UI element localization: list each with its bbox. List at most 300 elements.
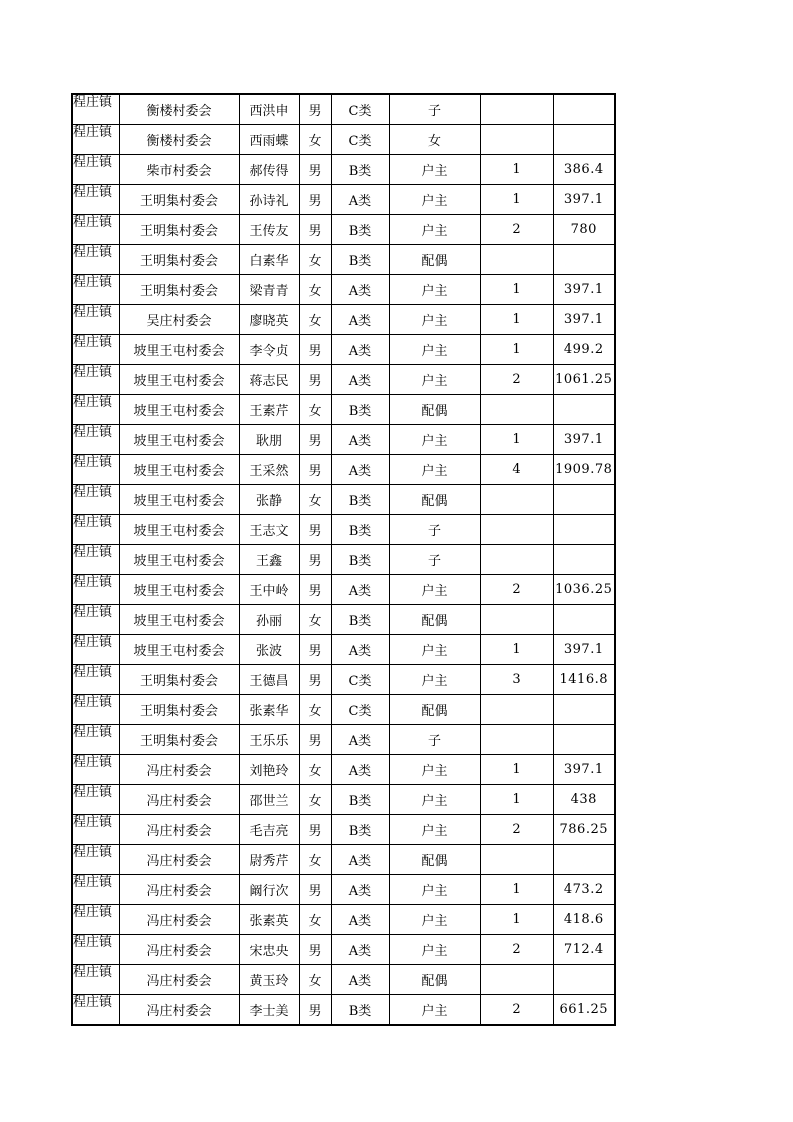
amount-cell: 418.6 <box>553 905 615 935</box>
amount-cell: 1036.25 <box>553 575 615 605</box>
amount-cell: 780 <box>553 215 615 245</box>
table-row <box>72 485 615 515</box>
roster-body <box>72 94 615 1025</box>
village-cell: 王明集村委会 <box>119 275 239 305</box>
relation-cell: 配偶 <box>389 965 480 995</box>
relation-cell: 户主 <box>389 215 480 245</box>
amount-cell <box>553 965 615 995</box>
gender-cell: 女 <box>299 245 331 275</box>
relation-cell: 配偶 <box>389 845 480 875</box>
name-cell: 白素华 <box>239 245 299 275</box>
count-cell <box>480 94 553 125</box>
town-label: 程庄镇 <box>73 875 113 890</box>
name-cell: 西洪申 <box>239 94 299 125</box>
gender-cell: 女 <box>299 605 331 635</box>
town-cell <box>72 845 119 875</box>
amount-cell: 397.1 <box>553 305 615 335</box>
count-cell: 1 <box>480 155 553 185</box>
category-cell: A类 <box>331 275 389 305</box>
amount-cell <box>553 94 615 125</box>
table-row <box>72 245 615 275</box>
town-cell <box>72 605 119 635</box>
gender-cell: 男 <box>299 215 331 245</box>
town-label: 程庄镇 <box>73 485 113 500</box>
category-cell: A类 <box>331 185 389 215</box>
amount-cell: 397.1 <box>553 425 615 455</box>
town-label: 程庄镇 <box>73 275 113 290</box>
count-cell: 1 <box>480 275 553 305</box>
town-label: 程庄镇 <box>73 425 113 440</box>
town-cell <box>72 365 119 395</box>
count-cell: 1 <box>480 305 553 335</box>
count-cell <box>480 395 553 425</box>
town-cell <box>72 635 119 665</box>
village-cell: 坡里王屯村委会 <box>119 425 239 455</box>
count-cell <box>480 965 553 995</box>
roster-table <box>71 93 616 1026</box>
amount-cell: 1909.78 <box>553 455 615 485</box>
table-row <box>72 815 615 845</box>
category-cell: B类 <box>331 215 389 245</box>
count-cell: 1 <box>480 755 553 785</box>
amount-cell <box>553 245 615 275</box>
amount-cell <box>553 125 615 155</box>
name-cell: 阚行次 <box>239 875 299 905</box>
count-cell <box>480 695 553 725</box>
town-cell <box>72 335 119 365</box>
category-cell: A类 <box>331 725 389 755</box>
amount-cell <box>553 605 615 635</box>
count-cell <box>480 845 553 875</box>
village-cell: 坡里王屯村委会 <box>119 485 239 515</box>
name-cell: 黄玉玲 <box>239 965 299 995</box>
relation-cell: 户主 <box>389 335 480 365</box>
name-cell: 邵世兰 <box>239 785 299 815</box>
gender-cell: 女 <box>299 305 331 335</box>
gender-cell: 男 <box>299 365 331 395</box>
town-cell <box>72 545 119 575</box>
table-row <box>72 515 615 545</box>
name-cell: 西雨蝶 <box>239 125 299 155</box>
gender-cell: 男 <box>299 665 331 695</box>
town-label: 程庄镇 <box>73 605 113 620</box>
town-cell <box>72 245 119 275</box>
village-cell: 冯庄村委会 <box>119 785 239 815</box>
village-cell: 衡楼村委会 <box>119 125 239 155</box>
name-cell: 王传友 <box>239 215 299 245</box>
village-cell: 王明集村委会 <box>119 695 239 725</box>
village-cell: 坡里王屯村委会 <box>119 335 239 365</box>
relation-cell: 子 <box>389 725 480 755</box>
table-row <box>72 365 615 395</box>
gender-cell: 男 <box>299 815 331 845</box>
relation-cell: 户主 <box>389 875 480 905</box>
count-cell <box>480 485 553 515</box>
amount-cell: 386.4 <box>553 155 615 185</box>
amount-cell: 1416.8 <box>553 665 615 695</box>
amount-cell: 1061.25 <box>553 365 615 395</box>
village-cell: 坡里王屯村委会 <box>119 395 239 425</box>
gender-cell: 男 <box>299 725 331 755</box>
gender-cell: 女 <box>299 695 331 725</box>
count-cell: 2 <box>480 935 553 965</box>
gender-cell: 女 <box>299 395 331 425</box>
name-cell: 张波 <box>239 635 299 665</box>
name-cell: 梁青青 <box>239 275 299 305</box>
relation-cell: 女 <box>389 125 480 155</box>
relation-cell: 户主 <box>389 365 480 395</box>
amount-cell: 438 <box>553 785 615 815</box>
amount-cell: 499.2 <box>553 335 615 365</box>
town-label: 程庄镇 <box>73 365 113 380</box>
count-cell: 4 <box>480 455 553 485</box>
village-cell: 冯庄村委会 <box>119 905 239 935</box>
village-cell: 冯庄村委会 <box>119 845 239 875</box>
town-cell <box>72 755 119 785</box>
count-cell <box>480 545 553 575</box>
count-cell: 1 <box>480 875 553 905</box>
count-cell: 2 <box>480 575 553 605</box>
name-cell: 张素英 <box>239 905 299 935</box>
town-cell <box>72 515 119 545</box>
relation-cell: 户主 <box>389 275 480 305</box>
town-cell <box>72 905 119 935</box>
relation-cell: 户主 <box>389 995 480 1026</box>
table-row <box>72 125 615 155</box>
name-cell: 尉秀芹 <box>239 845 299 875</box>
town-cell <box>72 485 119 515</box>
town-cell <box>72 125 119 155</box>
relation-cell: 户主 <box>389 785 480 815</box>
category-cell: B类 <box>331 515 389 545</box>
town-label: 程庄镇 <box>73 755 113 770</box>
relation-cell: 户主 <box>389 575 480 605</box>
gender-cell: 女 <box>299 275 331 305</box>
village-cell: 冯庄村委会 <box>119 935 239 965</box>
gender-cell: 男 <box>299 155 331 185</box>
table-row <box>72 425 615 455</box>
relation-cell: 户主 <box>389 815 480 845</box>
town-label: 程庄镇 <box>73 515 113 530</box>
count-cell <box>480 725 553 755</box>
town-label: 程庄镇 <box>73 125 113 140</box>
village-cell: 吴庄村委会 <box>119 305 239 335</box>
category-cell: B类 <box>331 605 389 635</box>
category-cell: C类 <box>331 125 389 155</box>
name-cell: 李令贞 <box>239 335 299 365</box>
name-cell: 孙诗礼 <box>239 185 299 215</box>
gender-cell: 男 <box>299 455 331 485</box>
table-row <box>72 185 615 215</box>
amount-cell <box>553 845 615 875</box>
gender-cell: 男 <box>299 335 331 365</box>
village-cell: 坡里王屯村委会 <box>119 635 239 665</box>
town-label: 程庄镇 <box>73 575 113 590</box>
name-cell: 王志文 <box>239 515 299 545</box>
village-cell: 坡里王屯村委会 <box>119 575 239 605</box>
relation-cell: 户主 <box>389 455 480 485</box>
table-row <box>72 545 615 575</box>
category-cell: A类 <box>331 365 389 395</box>
relation-cell: 户主 <box>389 425 480 455</box>
town-cell <box>72 875 119 905</box>
gender-cell: 男 <box>299 425 331 455</box>
relation-cell: 配偶 <box>389 695 480 725</box>
name-cell: 王德昌 <box>239 665 299 695</box>
amount-cell <box>553 545 615 575</box>
category-cell: A类 <box>331 755 389 785</box>
gender-cell: 女 <box>299 905 331 935</box>
table-row <box>72 605 615 635</box>
town-label: 程庄镇 <box>73 965 113 980</box>
count-cell: 1 <box>480 905 553 935</box>
relation-cell: 户主 <box>389 905 480 935</box>
town-cell <box>72 425 119 455</box>
category-cell: B类 <box>331 485 389 515</box>
name-cell: 宋忠央 <box>239 935 299 965</box>
amount-cell: 397.1 <box>553 275 615 305</box>
village-cell: 王明集村委会 <box>119 665 239 695</box>
gender-cell: 男 <box>299 935 331 965</box>
town-label: 程庄镇 <box>73 785 113 800</box>
relation-cell: 配偶 <box>389 395 480 425</box>
name-cell: 张素华 <box>239 695 299 725</box>
table-row <box>72 155 615 185</box>
category-cell: B类 <box>331 785 389 815</box>
relation-cell: 户主 <box>389 755 480 785</box>
amount-cell <box>553 485 615 515</box>
town-label: 程庄镇 <box>73 305 113 320</box>
town-label: 程庄镇 <box>73 845 113 860</box>
name-cell: 李士美 <box>239 995 299 1026</box>
town-cell <box>72 725 119 755</box>
category-cell: B类 <box>331 995 389 1026</box>
table-row <box>72 94 615 125</box>
town-label: 程庄镇 <box>73 185 113 200</box>
relation-cell: 户主 <box>389 935 480 965</box>
village-cell: 王明集村委会 <box>119 245 239 275</box>
category-cell: A类 <box>331 575 389 605</box>
town-cell <box>72 815 119 845</box>
category-cell: A类 <box>331 935 389 965</box>
category-cell: A类 <box>331 305 389 335</box>
town-cell <box>72 215 119 245</box>
count-cell: 2 <box>480 995 553 1026</box>
village-cell: 坡里王屯村委会 <box>119 365 239 395</box>
category-cell: A类 <box>331 965 389 995</box>
name-cell: 王鑫 <box>239 545 299 575</box>
count-cell: 2 <box>480 815 553 845</box>
gender-cell: 女 <box>299 485 331 515</box>
table-row <box>72 305 615 335</box>
town-label: 程庄镇 <box>73 935 113 950</box>
gender-cell: 男 <box>299 995 331 1026</box>
town-cell <box>72 695 119 725</box>
category-cell: B类 <box>331 395 389 425</box>
count-cell <box>480 515 553 545</box>
name-cell: 耿朋 <box>239 425 299 455</box>
table-row <box>72 665 615 695</box>
relation-cell: 配偶 <box>389 485 480 515</box>
village-cell: 冯庄村委会 <box>119 815 239 845</box>
amount-cell <box>553 695 615 725</box>
gender-cell: 女 <box>299 785 331 815</box>
table-row <box>72 335 615 365</box>
amount-cell: 786.25 <box>553 815 615 845</box>
village-cell: 坡里王屯村委会 <box>119 605 239 635</box>
table-row <box>72 755 615 785</box>
gender-cell: 男 <box>299 185 331 215</box>
town-cell <box>72 935 119 965</box>
table-row <box>72 275 615 305</box>
amount-cell: 712.4 <box>553 935 615 965</box>
table-row <box>72 455 615 485</box>
name-cell: 孙丽 <box>239 605 299 635</box>
relation-cell: 户主 <box>389 305 480 335</box>
relation-cell: 配偶 <box>389 245 480 275</box>
relation-cell: 配偶 <box>389 605 480 635</box>
table-row <box>72 695 615 725</box>
town-label: 程庄镇 <box>73 545 113 560</box>
amount-cell: 661.25 <box>553 995 615 1026</box>
town-cell <box>72 185 119 215</box>
town-cell <box>72 395 119 425</box>
table-row <box>72 935 615 965</box>
name-cell: 王采然 <box>239 455 299 485</box>
gender-cell: 男 <box>299 635 331 665</box>
category-cell: C类 <box>331 695 389 725</box>
category-cell: C类 <box>331 94 389 125</box>
village-cell: 王明集村委会 <box>119 725 239 755</box>
gender-cell: 女 <box>299 755 331 785</box>
town-cell <box>72 665 119 695</box>
village-cell: 坡里王屯村委会 <box>119 455 239 485</box>
town-label: 程庄镇 <box>73 995 113 1010</box>
relation-cell: 户主 <box>389 635 480 665</box>
table-row <box>72 995 615 1026</box>
table-row <box>72 575 615 605</box>
town-cell <box>72 965 119 995</box>
town-cell <box>72 155 119 185</box>
category-cell: A类 <box>331 845 389 875</box>
relation-cell: 子 <box>389 545 480 575</box>
count-cell: 1 <box>480 185 553 215</box>
name-cell: 蒋志民 <box>239 365 299 395</box>
name-cell: 张静 <box>239 485 299 515</box>
town-cell <box>72 785 119 815</box>
village-cell: 冯庄村委会 <box>119 755 239 785</box>
name-cell: 王乐乐 <box>239 725 299 755</box>
relation-cell: 户主 <box>389 155 480 185</box>
count-cell <box>480 245 553 275</box>
town-cell <box>72 94 119 125</box>
town-label: 程庄镇 <box>73 245 113 260</box>
town-label: 程庄镇 <box>73 335 113 350</box>
town-cell <box>72 995 119 1026</box>
gender-cell: 男 <box>299 545 331 575</box>
category-cell: C类 <box>331 665 389 695</box>
count-cell: 1 <box>480 635 553 665</box>
gender-cell: 女 <box>299 965 331 995</box>
category-cell: A类 <box>331 635 389 665</box>
village-cell: 王明集村委会 <box>119 215 239 245</box>
gender-cell: 女 <box>299 845 331 875</box>
village-cell: 坡里王屯村委会 <box>119 545 239 575</box>
town-label: 程庄镇 <box>73 635 113 650</box>
category-cell: A类 <box>331 875 389 905</box>
town-cell <box>72 575 119 605</box>
category-cell: B类 <box>331 815 389 845</box>
count-cell: 1 <box>480 785 553 815</box>
name-cell: 郝传得 <box>239 155 299 185</box>
relation-cell: 子 <box>389 94 480 125</box>
town-label: 程庄镇 <box>73 95 113 110</box>
count-cell <box>480 125 553 155</box>
gender-cell: 男 <box>299 94 331 125</box>
amount-cell: 397.1 <box>553 185 615 215</box>
village-cell: 冯庄村委会 <box>119 995 239 1026</box>
table-row <box>72 395 615 425</box>
village-cell: 衡楼村委会 <box>119 94 239 125</box>
table-row <box>72 785 615 815</box>
name-cell: 刘艳玲 <box>239 755 299 785</box>
gender-cell: 男 <box>299 575 331 605</box>
table-row <box>72 215 615 245</box>
count-cell: 3 <box>480 665 553 695</box>
count-cell: 1 <box>480 335 553 365</box>
name-cell: 王中岭 <box>239 575 299 605</box>
village-cell: 柴市村委会 <box>119 155 239 185</box>
table-row <box>72 725 615 755</box>
count-cell <box>480 605 553 635</box>
town-cell <box>72 275 119 305</box>
town-label: 程庄镇 <box>73 215 113 230</box>
table-row <box>72 965 615 995</box>
gender-cell: 男 <box>299 515 331 545</box>
town-cell <box>72 455 119 485</box>
table-row <box>72 875 615 905</box>
category-cell: B类 <box>331 545 389 575</box>
category-cell: A类 <box>331 335 389 365</box>
amount-cell: 473.2 <box>553 875 615 905</box>
town-label: 程庄镇 <box>73 155 113 170</box>
category-cell: B类 <box>331 155 389 185</box>
amount-cell <box>553 725 615 755</box>
name-cell: 王素芹 <box>239 395 299 425</box>
town-label: 程庄镇 <box>73 725 113 740</box>
village-cell: 王明集村委会 <box>119 185 239 215</box>
village-cell: 坡里王屯村委会 <box>119 515 239 545</box>
table-row <box>72 635 615 665</box>
town-label: 程庄镇 <box>73 815 113 830</box>
count-cell: 2 <box>480 365 553 395</box>
table-row <box>72 845 615 875</box>
village-cell: 冯庄村委会 <box>119 965 239 995</box>
relation-cell: 子 <box>389 515 480 545</box>
relation-cell: 户主 <box>389 665 480 695</box>
count-cell: 1 <box>480 425 553 455</box>
amount-cell <box>553 515 615 545</box>
amount-cell: 397.1 <box>553 635 615 665</box>
gender-cell: 男 <box>299 875 331 905</box>
category-cell: A类 <box>331 455 389 485</box>
town-label: 程庄镇 <box>73 905 113 920</box>
village-cell: 冯庄村委会 <box>119 875 239 905</box>
category-cell: A类 <box>331 425 389 455</box>
town-label: 程庄镇 <box>73 455 113 470</box>
town-label: 程庄镇 <box>73 695 113 710</box>
name-cell: 廖晓英 <box>239 305 299 335</box>
